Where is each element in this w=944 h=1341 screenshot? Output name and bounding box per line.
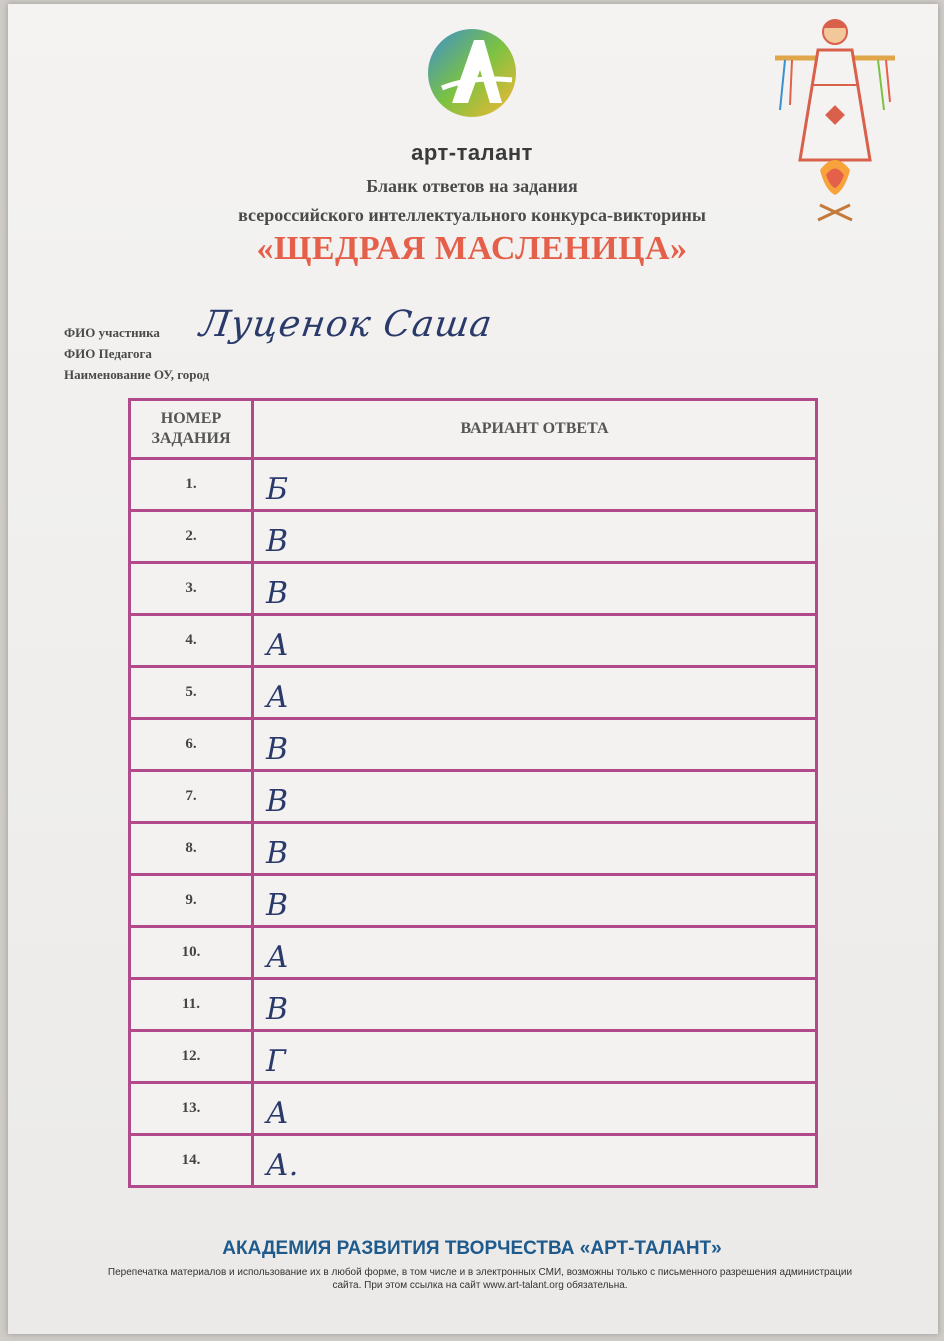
table-row: [130, 459, 817, 511]
subtitle-line-2: всероссийского интеллектуального конкурса-викторины: [238, 205, 706, 225]
table-row: [130, 719, 817, 771]
task-answer: В: [253, 771, 817, 823]
task-answer: В: [253, 563, 817, 615]
task-number: 6.: [130, 719, 253, 771]
task-answer: А: [253, 927, 817, 979]
task-number: 2.: [130, 511, 253, 563]
task-number: 12.: [130, 1031, 253, 1083]
art-talant-logo-icon: [422, 18, 522, 128]
table-row: [130, 771, 817, 823]
footer-copyright-note: Перепечатка материалов и использование их в любой форме, в том числе и в электронных СМИ, возможны только с письменного разрешения администрации сайта. При этом ссылка на сайт www.art-talant.org обязательна.: [107, 1267, 853, 1291]
header-answer-option: ВАРИАНТ ОТВЕТА: [253, 400, 817, 459]
task-number: 7.: [130, 771, 253, 823]
task-number: 4.: [130, 615, 253, 667]
table-row: [130, 823, 817, 875]
table-row: [130, 875, 817, 927]
table-row: [130, 563, 817, 615]
task-number: 14.: [130, 1135, 253, 1187]
task-answer: А: [253, 1083, 817, 1135]
task-number: 9.: [130, 875, 253, 927]
task-answer: А: [253, 615, 817, 667]
task-number: 5.: [130, 667, 253, 719]
table-row: [130, 1135, 817, 1187]
faded-bleed-through-text: [640, 50, 643, 64]
school-label: Наименование ОУ, город: [64, 367, 210, 382]
teacher-label: ФИО Педагога: [64, 346, 152, 361]
task-answer: В: [253, 875, 817, 927]
table-row: [130, 511, 817, 563]
header-task-number: НОМЕР ЗАДАНИЯ: [130, 400, 253, 459]
brand-name: арт-талант: [411, 140, 533, 165]
task-answer: А.: [253, 1135, 817, 1187]
table-row: [130, 927, 817, 979]
task-answer: В: [253, 823, 817, 875]
participant-label: ФИО участника: [64, 325, 160, 340]
participant-name-handwritten: Луценок Саша: [197, 304, 496, 345]
table-row: [130, 1031, 817, 1083]
table-header-row: [130, 400, 817, 459]
table-row: [130, 979, 817, 1031]
contest-title: «ЩЕДРАЯ МАСЛЕНИЦА»: [256, 230, 688, 267]
table-row: [130, 1083, 817, 1135]
task-number: 11.: [130, 979, 253, 1031]
maslenitsa-doll-icon: [760, 10, 910, 235]
task-answer: А: [253, 667, 817, 719]
task-answer: Г: [253, 1031, 817, 1083]
task-answer: В: [253, 719, 817, 771]
task-number: 3.: [130, 563, 253, 615]
answers-table: [128, 398, 818, 1188]
task-number: 10.: [130, 927, 253, 979]
task-number: 13.: [130, 1083, 253, 1135]
task-number: 1.: [130, 459, 253, 511]
task-answer: Б: [253, 459, 817, 511]
task-answer: В: [253, 979, 817, 1031]
task-answer: В: [253, 511, 817, 563]
table-row: [130, 667, 817, 719]
footer-academy-title: АКАДЕМИЯ РАЗВИТИЯ ТВОРЧЕСТВА «АРТ-ТАЛАНТ»: [222, 1238, 722, 1259]
table-row: [130, 615, 817, 667]
task-number: 8.: [130, 823, 253, 875]
subtitle-line-1: Бланк ответов на задания: [366, 176, 578, 196]
participant-fields: [64, 322, 209, 385]
